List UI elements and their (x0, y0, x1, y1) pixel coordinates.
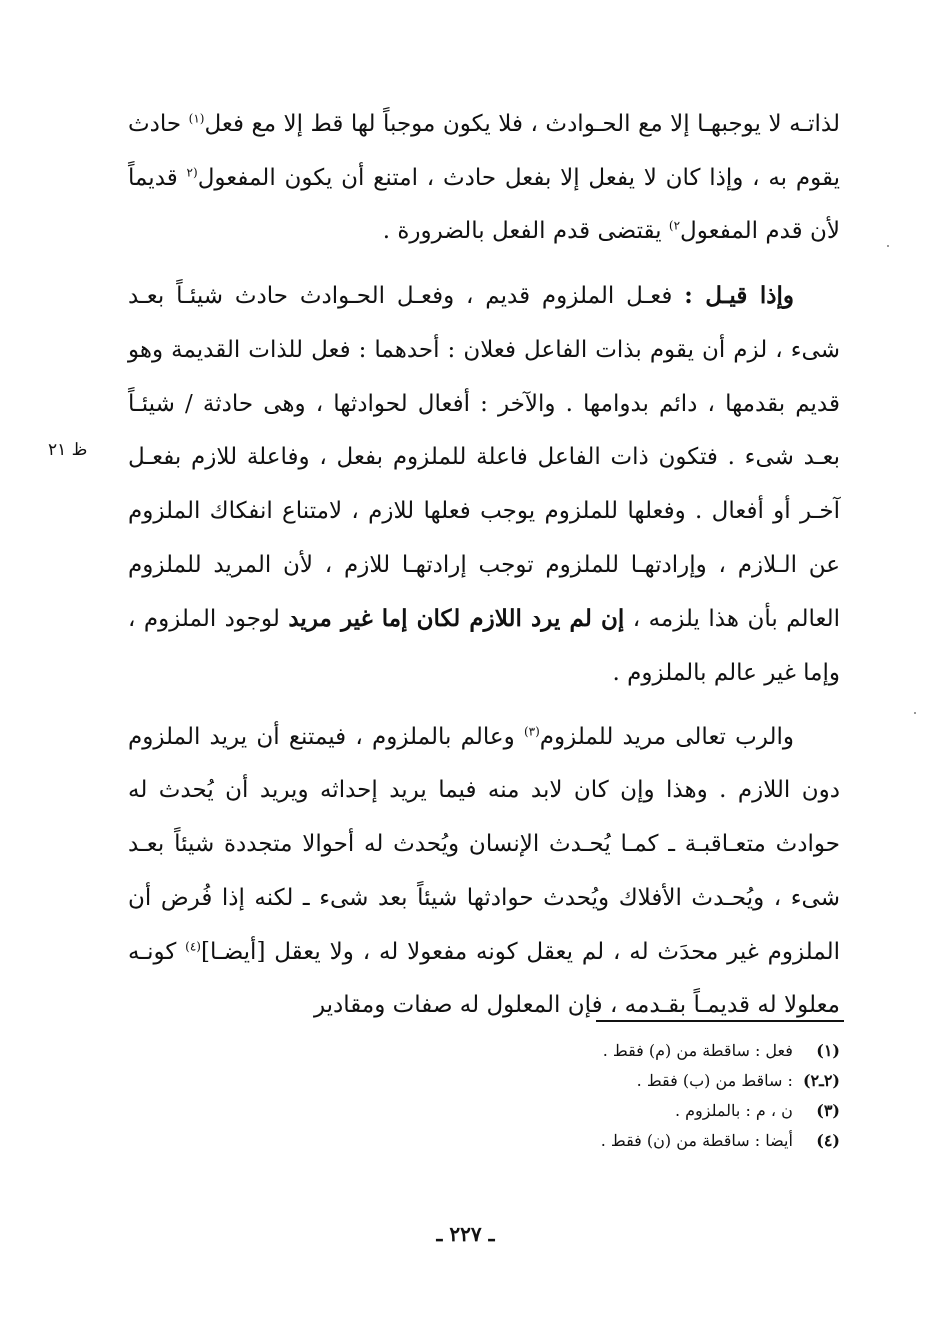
footnotes (400, 1036, 840, 1156)
footnote-number: (١) (816, 1041, 840, 1060)
paragraph-1 (128, 98, 840, 259)
p3-text-3: كونـه معلولا له قديمـاً بقـدمه ، فإن المعلول له صفات ومقادير (128, 938, 840, 1019)
footnote-1 (400, 1036, 840, 1066)
footnote-number: (٣) (816, 1101, 840, 1120)
footnote-text: ن ، م : بالملزوم . (674, 1101, 793, 1120)
page-number: ـ ٢٢٧ ـ (436, 1222, 495, 1246)
p2-text-1: فعـل الملزوم قديم ، وفعـل الحـوادث حادث شيئـاً بعـد شىء ، لزم أن يقوم بذات الفاعل فعلان : أحدهما : فعل للذات القديمة وهو قديم بقدمها ، دائم بدوامها . والآخر : أفعال لحوادثها ، وهى حادثة / شيئـاً بعـد شىء . فتكون ذات الفاعل فاعلة للملزوم بفعل ، وفاعلة للازم بفعـل آخـر أو أفعال . وفعلها للملزوم يوجب فعلها للازم ، لامتناع انفكاك الملزوم عن الـلازم ، وإرادتهـا للملزوم توجب إرادتهـا للازم ، لأن المريد للملزوم العالم بأن هذا يلزمه ، (128, 283, 841, 633)
footnote-divider (596, 1020, 844, 1022)
p1-text-4: يقتضى قدم الفعل بالضرورة . (382, 218, 669, 245)
footnote-3 (400, 1096, 840, 1126)
p2-lead: وإذا قيـل : (684, 282, 794, 310)
footnote-number: (٢ـ٢) (802, 1071, 840, 1090)
footnote-number: (٤) (816, 1131, 840, 1150)
footnote-text: أيضا : ساقطة من (ن) فقط . (600, 1131, 793, 1150)
paragraph-3 (128, 711, 840, 1033)
p1-text-1: لذاتـه لا يوجبهـا إلا مع الحـوادث ، فلا يكون موجباً لها قط إلا مع فعل (204, 111, 841, 137)
footnote-2 (400, 1066, 840, 1096)
p2-text-2: لوجود الملزوم ، وإما غير عالم بالملزوم . (128, 606, 840, 687)
footnote-ref-2-close: ٢) (668, 218, 681, 233)
p3-text-1: والرب تعالى مريد للملزوم (539, 723, 794, 750)
p1-text-3: قديماً لأن قدم المفعول (128, 164, 840, 245)
margin-dot (914, 712, 916, 714)
margin-dot (887, 245, 889, 247)
margin-folio-note: ظ ٢١ (48, 440, 88, 460)
footnote-text: فعل : ساقطة من (م) فقط . (602, 1041, 793, 1060)
footnote-ref-4: (٤) (185, 938, 201, 953)
paragraph-2 (128, 269, 840, 701)
footnote-text: : ساقط من (ب) فقط . (636, 1071, 793, 1090)
main-text (128, 98, 840, 1033)
footnote-ref-3: (٣) (523, 724, 540, 739)
footnote-ref-2-open: (٢ (186, 165, 198, 180)
p3-text-2: وعالم بالملزوم ، فيمتنع أن يريد الملزوم دون اللازم . وهذا وإن كان لابد منه فيما يريد إحداثه ويريد أن يُحدث له حوادث متعـاقبـة ـ كمـا يُحـدث الإنسان ويُحدث له أحوالا متجددة شيئاً بعـد شىء ، ويُحـدث الأفلاك ويُحدث حوادثها شيئاً بعد شىء ـ لكنه إذا فُرض أن الملزوم غير محدَث له ، لم يعقل كونه مفعولا له ، ولا يعقل [أيضـا] (128, 723, 840, 965)
footnote-4 (400, 1126, 840, 1156)
p1-text-2: حادث يقوم به ، وإذا كان لا يفعل إلا بفعل حادث ، امتنع أن يكون المفعول (128, 111, 840, 191)
p2-bold: إن لم يرد اللازم لكان إما غير مريد (288, 605, 625, 633)
footnote-ref-1: (١) (188, 111, 205, 126)
